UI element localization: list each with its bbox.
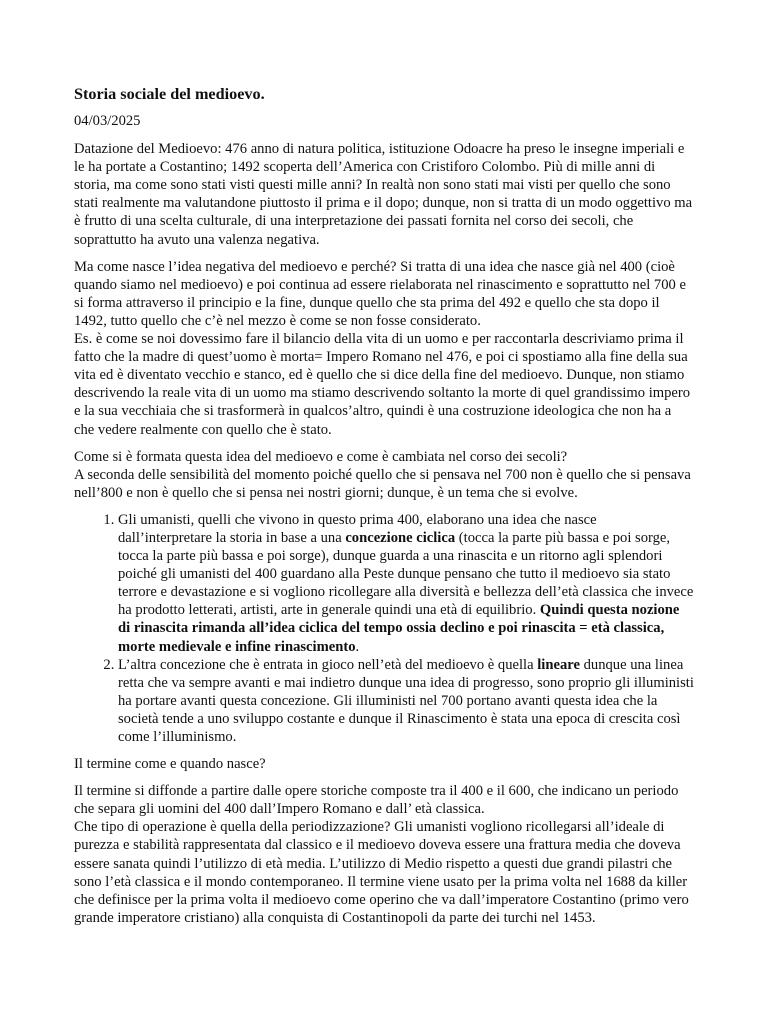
list-item-concezione-lineare [118, 656, 694, 746]
paragraph-idea-negativa [74, 258, 694, 439]
paragraph-termine-diffusione: Il termine si diffonde a partire dalle opere storiche composte tra il 400 e il 600, che indicano un periodo che separa gli uomini del 400 dall’Impero Romano e dall’ età classica. [74, 783, 679, 818]
bold-concezione-ciclica: concezione ciclica [345, 529, 456, 546]
list-item-text: Gli umanisti, quelli che vivono in questo prima 400, elaborano una idea che nasce dall’interpretare la storia in base a una [118, 511, 597, 546]
document-page [74, 84, 694, 936]
bold-lineare: lineare [537, 656, 580, 673]
page-title: Storia sociale del medioevo. [74, 85, 265, 103]
paragraph-termine [74, 782, 694, 927]
paragraph-formazione-risposta: A seconda delle sensibilità del momento poiché quello che si pensava nel 700 non è quello che si pensava nell’800 e non è quello che si pensa nei nostri giorni; dunque, è un tema che si evolve. [74, 466, 691, 501]
paragraph-idea-negativa-esempio: Es. è come se noi dovessimo fare il bilancio della vita di un uomo e per raccontarla descriviamo prima il fatto che la madre di quest’uomo è morta= Impero Romano nel 476, e poi ci spostiamo alla fine della sua vita ed è diventato vecchio e stanco, ed è quello che si dice della fine del medioevo. Dunque, non stiamo descrivendo la reale vita di un uomo ma stiamo descrivendo soltanto la morte di quel grandissimo impero e la sua vecchiaia che si trasformerà in qualcos’altro, quindi è una costruzione ideologica che non ha a che vedere realmente con quello che è stato. [74, 331, 691, 438]
document-date: 04/03/2025 [74, 113, 141, 129]
paragraph-periodizzazione: Che tipo di operazione è quella della periodizzazione? Gli umanisti vogliono ricollegarsi all’ideale di purezza e stabilità rappresentata dal classico e il medioevo doveva essere una frattura media che doveva essere sanata quindi l’utilizzo di età media. L’utilizzo di Medio rispetto a questi due grandi pilastri che sono l’età classica e il mondo contemporaneo. Il termine viene usato per la prima volta nel 1688 da killer che definisce per la prima volta il medioevo come operino che va dall’imperatore Costantino (primo vero grande imperatore cristiano) alla conquista di Costantinopoli da parte dei turchi nel 1453. [74, 819, 689, 926]
paragraph-datazione: Datazione del Medioevo: 476 anno di natura politica, istituzione Odoacre ha preso le insegne imperiali e le ha portate a Costantino; 1492 scoperta dell’America con Cristiforo Colombo. Più di mille anni di storia, ma come sono stati visti questi mille anni? In realtà non sono stati mai visti per quello che sono stati realmente ma valutandone piuttosto il prima e il dopo; dunque, non si tratta di un modo oggettivo ma è frutto di una scelta culturale, di una interpretazione dei passati fornita nel corso dei secoli, che soprattutto ha avuto una valenza negativa. [74, 141, 693, 248]
list-item-text: dunque una linea retta che va sempre avanti e mai indietro dunque una idea di progresso, sono proprio gli illuministi ha portare avanti questa concezione. Gli illuministi nel 700 portano avanti questa idea che la società tende a uno sviluppo costante e dunque il Rinascimento è stata una epoca di crescita così come l’illuminismo. [118, 656, 694, 745]
concezioni-list [74, 511, 694, 746]
list-item-text: (tocca la parte più bassa e poi sorge, tocca la parte più bassa e poi sorge), dunque guarda a una rinascita e un ritorno agli splendori poiché gli umanisti del 400 guardano alla Peste dunque pensano che tutto il medioevo sia stato terrore e devastazione e si vogliono ricollegare alla diversità e bellezza dell’età classica che invece ha prodotto letterati, artisti, arte in generale quindi una età di equilibrio. [118, 529, 694, 619]
paragraph-idea-negativa-intro: Ma come nasce l’idea negativa del medioevo e perché? Si tratta di una idea che nasce già nel 400 (cioè quando siamo nel medioevo) e poi continua ad essere rielaborata nel rinascimento e soprattutto nel 700 e si forma attraverso il principio e la fine, dunque quello che sta prima del 492 e quello che sta dopo il 1492, tutto quello che c’è nel mezzo è come se non fosse considerato. [74, 258, 686, 329]
list-item-concezione-ciclica [118, 511, 694, 656]
paragraph-formazione-domanda: Come si è formata questa idea del medioevo e come è cambiata nel corso dei secoli? [74, 448, 568, 465]
list-item-text: . [355, 638, 360, 655]
paragraph-formazione-idea [74, 448, 694, 502]
paragraph-termine-domanda: Il termine come e quando nasce? [74, 756, 266, 773]
list-item-text: L’altra concezione che è entrata in gioco nell’età del medioevo è quella [118, 656, 538, 673]
bold-nozione-rinascita: Quindi questa nozione di rinascita rimanda all’idea ciclica del tempo ossia declino e poi rinascita = età classica, morte medievale e infine rinascimento [118, 602, 680, 655]
